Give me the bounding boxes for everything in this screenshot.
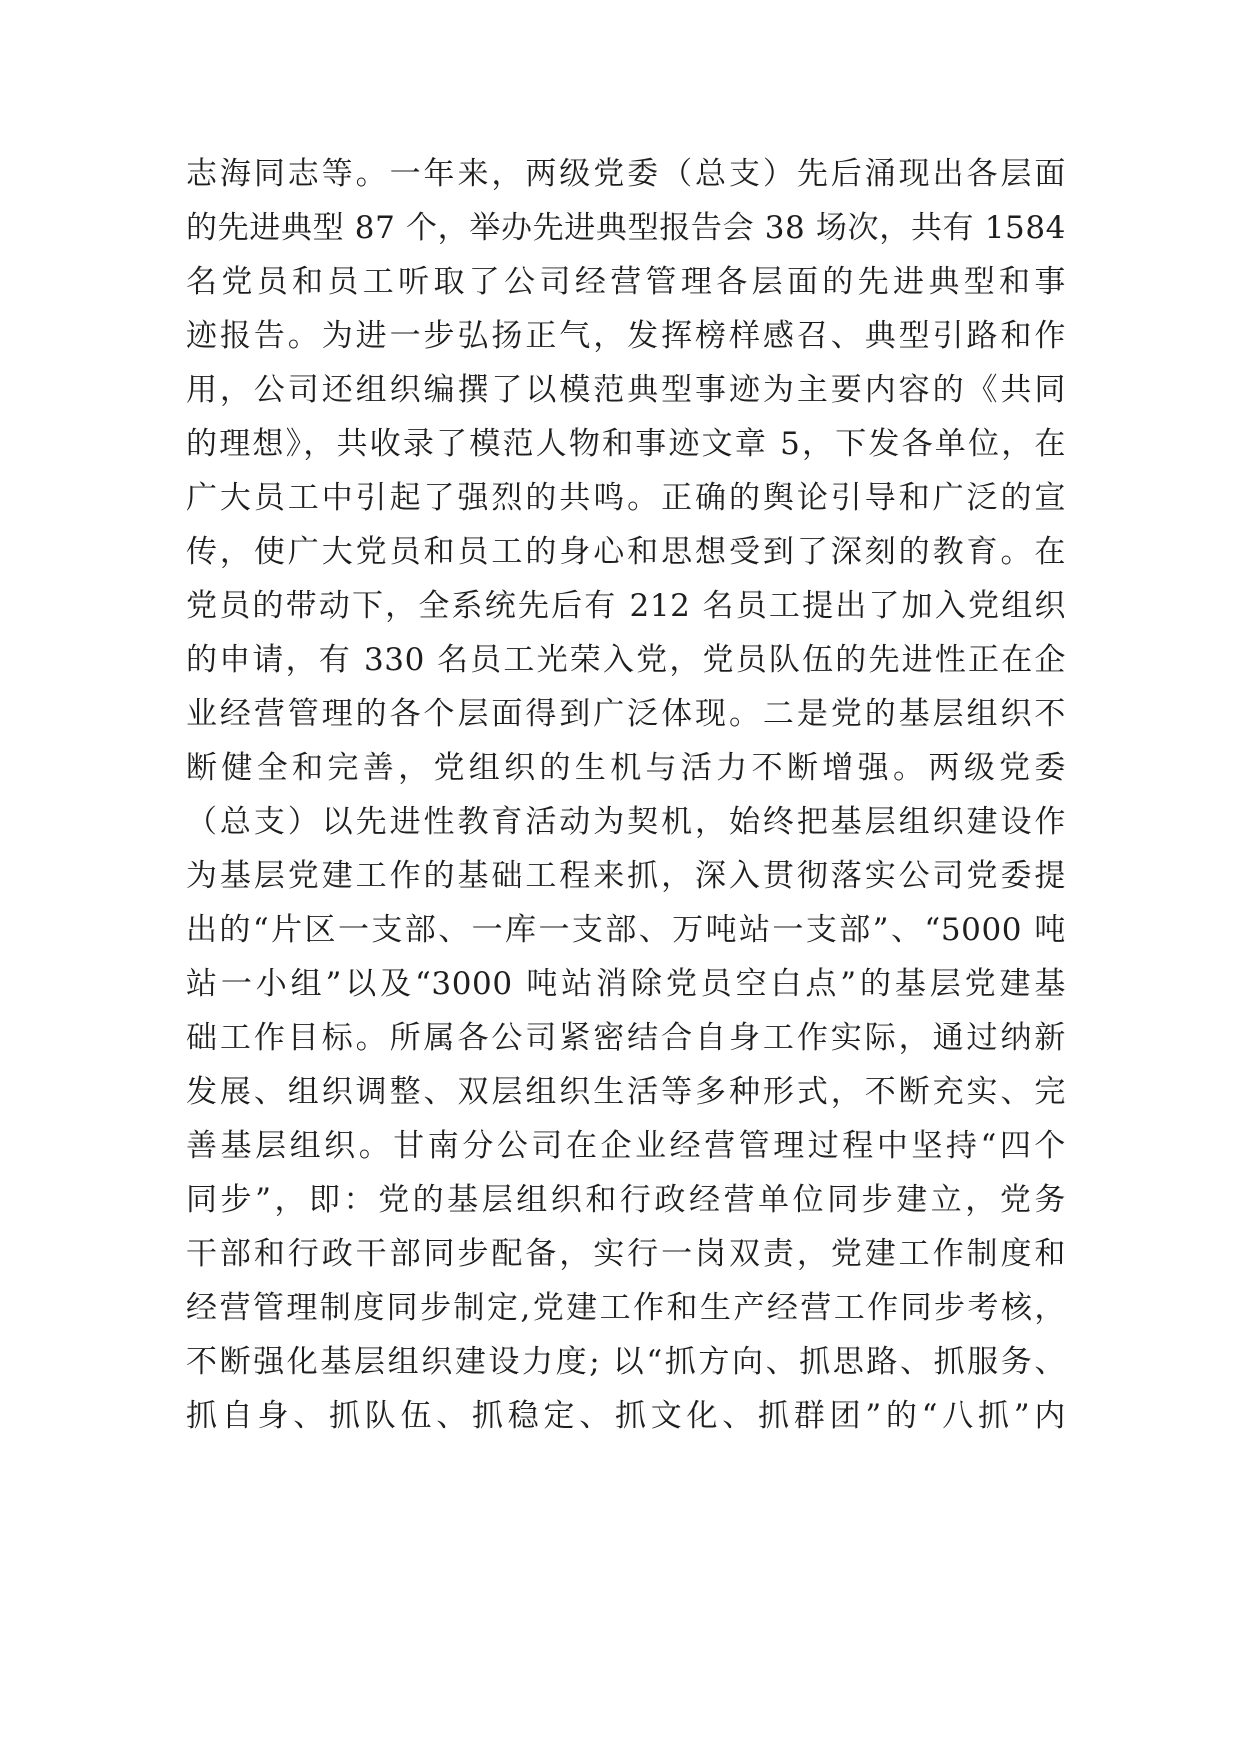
text-line: 出的“片区一支部、一库一支部、万吨站一支部”、“5000 吨 <box>186 912 1066 948</box>
text-line: 党员的带动下，全系统先后有 212 名员工提出了加入党组织 <box>186 588 1066 624</box>
text-line: 用，公司还组织编撰了以模范典型事迹为主要内容的《共同 <box>186 372 1066 408</box>
text-line: 传，使广大党员和员工的身心和思想受到了深刻的教育。在 <box>186 534 1066 570</box>
text-line: 志海同志等。一年来，两级党委（总支）先后涌现出各层面 <box>186 156 1066 192</box>
text-line: 善基层组织。甘南分公司在企业经营管理过程中坚持“四个 <box>186 1128 1066 1164</box>
text-line: 断健全和完善，党组织的生机与活力不断增强。两级党委 <box>186 750 1066 786</box>
text-line: 为基层党建工作的基础工程来抓，深入贯彻落实公司党委提 <box>186 858 1066 894</box>
text-line: 的先进典型 87 个，举办先进典型报告会 38 场次，共有 1584 <box>186 210 1066 246</box>
text-line: （总支）以先进性教育活动为契机，始终把基层组织建设作 <box>186 804 1066 840</box>
body-paragraph <box>186 147 1066 1443</box>
text-line: 广大员工中引起了强烈的共鸣。正确的舆论引导和广泛的宣 <box>186 480 1066 516</box>
text-line: 站一小组”以及“3000 吨站消除党员空白点”的基层党建基 <box>186 966 1066 1002</box>
text-line: 发展、组织调整、双层组织生活等多种形式，不断充实、完 <box>186 1074 1066 1110</box>
text-line: 干部和行政干部同步配备，实行一岗双责，党建工作制度和 <box>186 1236 1066 1272</box>
text-line: 迹报告。为进一步弘扬正气，发挥榜样感召、典型引路和作 <box>186 318 1066 354</box>
text-line: 的理想》，共收录了模范人物和事迹文章 5，下发各单位，在 <box>186 426 1066 462</box>
text-line: 名党员和员工听取了公司经营管理各层面的先进典型和事 <box>186 264 1066 300</box>
text-line: 业经营管理的各个层面得到广泛体现。二是党的基层组织不 <box>186 696 1066 732</box>
text-line: 的申请，有 330 名员工光荣入党，党员队伍的先进性正在企 <box>186 642 1066 678</box>
text-line: 同步”，即：党的基层组织和行政经营单位同步建立，党务 <box>186 1182 1066 1218</box>
text-line: 经营管理制度同步制定,党建工作和生产经营工作同步考核， <box>186 1290 1066 1326</box>
text-line: 抓自身、抓队伍、抓稳定、抓文化、抓群团”的“八抓”内 <box>186 1398 1066 1434</box>
text-line: 不断强化基层组织建设力度; 以“抓方向、抓思路、抓服务、 <box>186 1344 1066 1380</box>
text-line: 础工作目标。所属各公司紧密结合自身工作实际，通过纳新 <box>186 1020 1066 1056</box>
